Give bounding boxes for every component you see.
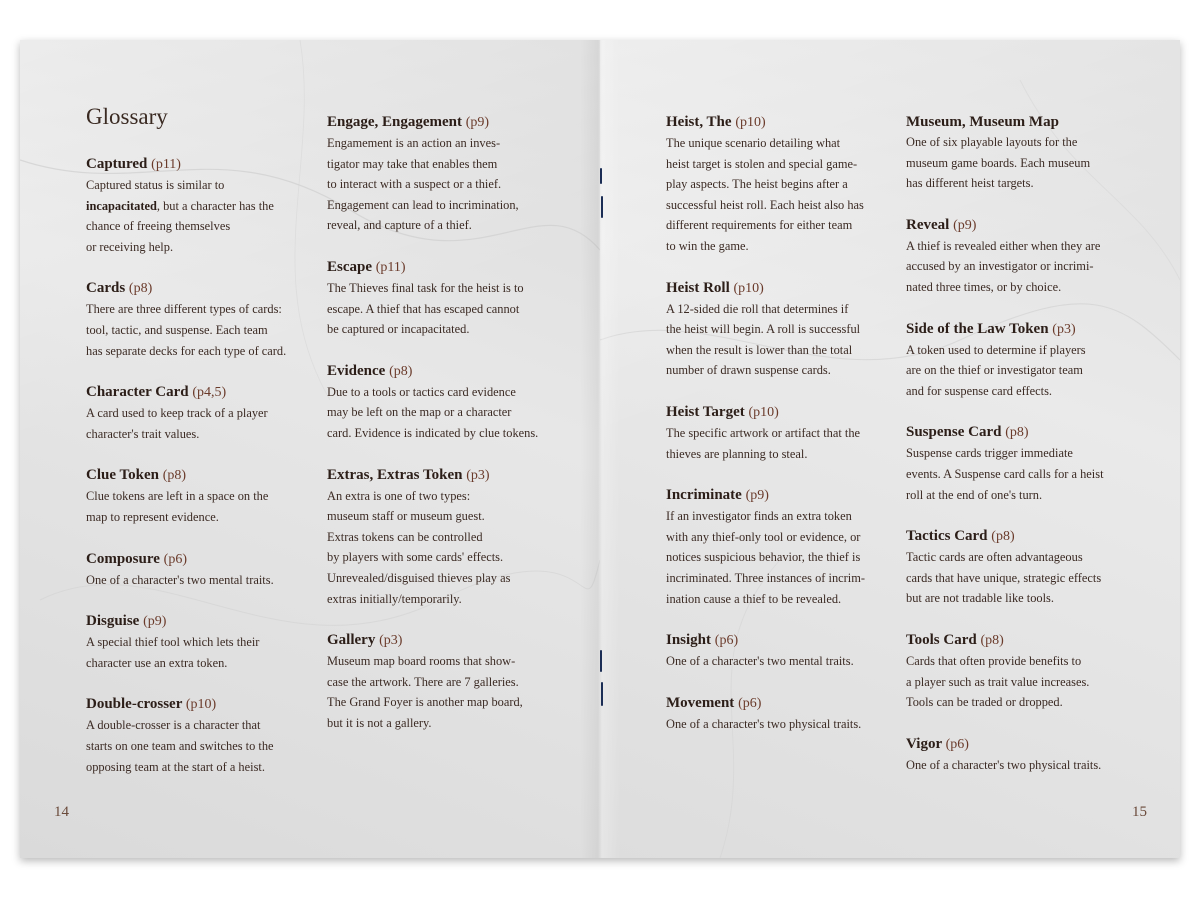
definition-text: , but a character has the bbox=[156, 198, 274, 213]
term-name: Evidence bbox=[327, 362, 386, 379]
term-name: Character Card bbox=[86, 384, 189, 401]
definition-line: or receiving help. bbox=[86, 239, 174, 254]
definition-line: incriminated. Three instances of incrim- bbox=[666, 570, 865, 585]
glossary-term bbox=[86, 611, 286, 632]
glossary-term bbox=[666, 630, 865, 651]
term-name: Gallery bbox=[327, 632, 376, 649]
definition-line: Clue tokens are left in a space on the bbox=[86, 489, 269, 504]
glossary-entry bbox=[906, 630, 1104, 713]
definition-line: ination cause a thief to be revealed. bbox=[666, 591, 842, 606]
term-name: Reveal bbox=[906, 216, 950, 233]
term-name: Clue Token bbox=[86, 467, 159, 484]
definition-line: play aspects. The heist begins after a bbox=[666, 177, 848, 192]
term-name: Movement bbox=[666, 694, 735, 711]
page-reference: (p6) bbox=[163, 551, 187, 567]
staple-mark bbox=[601, 682, 603, 706]
glossary-entry bbox=[906, 215, 1104, 298]
definition-line: A thief is revealed either when they are bbox=[906, 238, 1101, 253]
glossary-entry bbox=[327, 112, 538, 236]
definition-line: events. A Suspense card calls for a heist bbox=[906, 466, 1104, 481]
page-reference: (p6) bbox=[738, 695, 762, 711]
glossary-entry bbox=[666, 402, 865, 464]
definition-line: number of drawn suspense cards. bbox=[666, 363, 831, 378]
glossary-term bbox=[86, 465, 286, 486]
glossary-entry bbox=[327, 465, 538, 610]
term-name: Cards bbox=[86, 280, 126, 297]
definition-line: but it is not a gallery. bbox=[327, 715, 432, 730]
definition-line: but are not tradable like tools. bbox=[906, 591, 1054, 606]
definition-line: The specific artwork or artifact that the bbox=[666, 425, 861, 440]
definition-line: roll at the end of one's turn. bbox=[906, 487, 1043, 502]
definition-line: accused by an investigator or incrimi- bbox=[906, 259, 1094, 274]
definition-line: different requirements for either team bbox=[666, 218, 853, 233]
page-reference: (p10) bbox=[185, 697, 217, 713]
glossary-entry bbox=[86, 278, 286, 361]
definition-line: Museum map board rooms that show- bbox=[327, 654, 516, 669]
page-reference: (p3) bbox=[1052, 321, 1076, 337]
glossary-term bbox=[327, 465, 538, 486]
glossary-term bbox=[327, 361, 538, 382]
definition-line: chance of freeing themselves bbox=[86, 219, 231, 234]
definition-line: map to represent evidence. bbox=[86, 509, 219, 524]
glossary-term bbox=[86, 382, 286, 403]
definition-line: Due to a tools or tactics card evidence bbox=[327, 384, 516, 399]
definition-line: has separate decks for each type of card. bbox=[86, 343, 287, 358]
glossary-entry bbox=[906, 734, 1104, 776]
glossary-term bbox=[327, 112, 538, 133]
staple-mark bbox=[600, 168, 602, 184]
term-name: Extras, Extras Token bbox=[327, 466, 463, 483]
page-reference: (p8) bbox=[128, 281, 153, 297]
definition-line: to win the game. bbox=[666, 238, 749, 253]
term-name: Composure bbox=[86, 550, 160, 567]
definition-line: may be left on the map or a character bbox=[327, 405, 512, 420]
glossary-entry bbox=[327, 257, 538, 340]
glossary-entry bbox=[666, 693, 865, 735]
term-name: Suspense Card bbox=[906, 424, 1002, 441]
definition-line: A 12-sided die roll that determines if bbox=[666, 301, 849, 316]
glossary-term bbox=[327, 630, 538, 651]
definition-line: notices suspicious behavior, the thief is bbox=[666, 550, 861, 565]
page-reference: (p11) bbox=[151, 157, 181, 172]
definition-line: tool, tactic, and suspense. Each team bbox=[86, 322, 268, 337]
glossary-term bbox=[86, 694, 286, 715]
definition-line: to interact with a suspect or a thief. bbox=[327, 177, 502, 192]
definition-line: Cards that often provide benefits to bbox=[906, 653, 1082, 668]
page-title: Glossary bbox=[86, 104, 168, 129]
definition-line: Captured status is similar to bbox=[86, 178, 225, 192]
definition-line: are on the thief or investigator team bbox=[906, 363, 1083, 378]
left-column-2 bbox=[327, 112, 538, 754]
term-name: Side of the Law Token bbox=[906, 320, 1049, 337]
definition-line: A special thief tool which lets their bbox=[86, 635, 260, 650]
glossary-term bbox=[906, 319, 1104, 340]
page-reference: (p10) bbox=[748, 404, 779, 420]
page-reference: (p8) bbox=[389, 363, 413, 379]
page-number-right: 15 bbox=[1132, 804, 1147, 820]
definition-line: a player such as trait value increases. bbox=[906, 674, 1090, 689]
definition-line: by players with some cards' effects. bbox=[327, 550, 504, 565]
definition-line: One of a character's two mental traits. bbox=[666, 654, 854, 669]
definition-line: nated three times, or by choice. bbox=[906, 279, 1062, 294]
term-name: Insight bbox=[666, 632, 712, 649]
definition-line: and for suspense card effects. bbox=[906, 383, 1052, 398]
definition-line: museum staff or museum guest. bbox=[327, 509, 485, 524]
definition-line: case the artwork. There are 7 galleries. bbox=[327, 674, 519, 689]
glossary-term bbox=[86, 154, 286, 175]
term-name: Disguise bbox=[86, 613, 140, 630]
right-page bbox=[600, 40, 1180, 858]
definition-line: One of a character's two mental traits. bbox=[86, 572, 274, 587]
glossary-term bbox=[86, 278, 286, 299]
glossary-entry bbox=[906, 422, 1104, 505]
term-name: Vigor bbox=[906, 735, 942, 752]
definition-line: tigator may take that enables them bbox=[327, 156, 498, 171]
glossary-entry bbox=[666, 630, 865, 672]
glossary-term bbox=[666, 402, 865, 423]
page-number-left: 14 bbox=[54, 804, 69, 820]
glossary-term bbox=[906, 215, 1104, 236]
definition-line: thieves are planning to steal. bbox=[666, 446, 808, 461]
glossary-term bbox=[327, 257, 538, 278]
page-reference: (p3) bbox=[379, 633, 403, 649]
page-reference: (p4,5) bbox=[192, 385, 227, 401]
definition-line: character use an extra token. bbox=[86, 655, 228, 670]
glossary-entry bbox=[86, 382, 286, 444]
definition-line: A double-crosser is a character that bbox=[86, 718, 261, 733]
glossary-entry bbox=[906, 319, 1104, 402]
definition-line: escape. A thief that has escaped cannot bbox=[327, 301, 520, 316]
right-column-1 bbox=[666, 112, 865, 755]
glossary-term bbox=[906, 630, 1104, 651]
term-name: Heist Target bbox=[666, 403, 745, 420]
definition-line: starts on one team and switches to the bbox=[86, 738, 274, 753]
page-reference: (p8) bbox=[980, 632, 1004, 648]
term-name: Tactics Card bbox=[906, 528, 988, 545]
glossary-entry bbox=[86, 694, 286, 777]
definition-line: with any thief-only tool or evidence, or bbox=[666, 529, 861, 544]
term-name: Museum, Museum Map bbox=[906, 114, 1059, 130]
page-reference: (p8) bbox=[991, 529, 1015, 545]
glossary-term bbox=[666, 485, 865, 506]
definition-line: The Grand Foyer is another map board, bbox=[327, 695, 523, 710]
glossary-term bbox=[906, 734, 1104, 755]
glossary-term bbox=[906, 422, 1104, 443]
definition-line: when the result is lower than the total bbox=[666, 342, 853, 357]
glossary-entry bbox=[86, 154, 286, 257]
definition-line: A card used to keep track of a player bbox=[86, 406, 268, 421]
staple-mark bbox=[600, 650, 602, 672]
term-name: Heist Roll bbox=[666, 279, 730, 296]
glossary-entry bbox=[906, 526, 1104, 609]
definition-line: One of a character's two physical traits. bbox=[666, 716, 862, 731]
glossary-term bbox=[666, 112, 865, 133]
page-reference: (p9) bbox=[465, 115, 490, 130]
glossary-entry bbox=[906, 112, 1104, 194]
definition-line: Tools can be traded or dropped. bbox=[906, 695, 1063, 710]
glossary-entry bbox=[666, 278, 865, 381]
term-name: Incriminate bbox=[666, 487, 742, 504]
page-reference: (p8) bbox=[162, 468, 187, 484]
definition-line: Engamement is an action an inves- bbox=[327, 136, 501, 150]
term-name: Captured bbox=[86, 156, 148, 172]
glossary-entry bbox=[86, 549, 286, 591]
glossary-entry bbox=[86, 465, 286, 527]
glossary-entry bbox=[327, 630, 538, 733]
page-reference: (p11) bbox=[375, 259, 406, 275]
glossary-entry bbox=[327, 361, 538, 444]
definition-line: An extra is one of two types: bbox=[327, 488, 471, 503]
page-reference: (p3) bbox=[466, 467, 490, 483]
glossary-term bbox=[666, 693, 865, 714]
page-reference: (p10) bbox=[733, 280, 764, 296]
definition-line: the heist will begin. A roll is successful bbox=[666, 322, 861, 337]
left-page bbox=[20, 40, 600, 858]
left-column-1 bbox=[86, 104, 286, 798]
definition-line: Unrevealed/disguised thieves play as bbox=[327, 570, 511, 585]
page-reference: (p9) bbox=[745, 488, 769, 504]
glossary-entry bbox=[86, 611, 286, 673]
term-name: Tools Card bbox=[906, 631, 977, 648]
term-name: Double-crosser bbox=[86, 696, 183, 713]
glossary-entry bbox=[666, 485, 865, 609]
definition-line: Tactic cards are often advantageous bbox=[906, 550, 1083, 565]
definition-line: Suspense cards trigger immediate bbox=[906, 446, 1073, 461]
definition-line: One of a character's two physical traits. bbox=[906, 757, 1102, 772]
definition-line: character's trait values. bbox=[86, 426, 200, 441]
definition-line: extras initially/temporarily. bbox=[327, 591, 462, 606]
definition-line: museum game boards. Each museum bbox=[906, 155, 1091, 170]
term-name: Engage, Engagement bbox=[327, 114, 462, 130]
glossary-term bbox=[906, 112, 1104, 132]
staple-mark bbox=[601, 196, 603, 218]
definition-line: successful heist roll. Each heist also has bbox=[666, 197, 864, 212]
definition-line: cards that have unique, strategic effects bbox=[906, 570, 1102, 585]
open-booklet bbox=[20, 40, 1180, 858]
definition-line: Engagement can lead to incrimination, bbox=[327, 197, 519, 212]
definition-line: If an investigator finds an extra token bbox=[666, 509, 852, 524]
definition-line: has different heist targets. bbox=[906, 176, 1034, 191]
page-reference: (p6) bbox=[945, 736, 969, 752]
definition-line: A token used to determine if players bbox=[906, 342, 1086, 357]
glossary-term bbox=[86, 549, 286, 570]
page-reference: (p9) bbox=[953, 217, 977, 233]
definition-line bbox=[86, 196, 286, 217]
glossary-term bbox=[666, 278, 865, 299]
glossary-term bbox=[906, 526, 1104, 547]
definition-line: card. Evidence is indicated by clue tokens. bbox=[327, 425, 539, 440]
definition-line: reveal, and capture of a thief. bbox=[327, 218, 472, 233]
page-reference: (p9) bbox=[143, 614, 167, 630]
definition-line: heist target is stolen and special game- bbox=[666, 156, 858, 171]
page-reference: (p8) bbox=[1005, 425, 1029, 441]
term-name: Escape bbox=[327, 258, 372, 275]
definition-line: be captured or incapacitated. bbox=[327, 322, 470, 337]
definition-line: There are three different types of cards: bbox=[86, 302, 282, 317]
right-column-2 bbox=[906, 112, 1104, 796]
definition-line: The Thieves final task for the heist is to bbox=[327, 280, 524, 295]
definition-line: Extras tokens can be controlled bbox=[327, 529, 483, 544]
page-reference: (p10) bbox=[735, 115, 766, 130]
bold-term: incapacitated bbox=[86, 198, 157, 213]
term-name: Heist, The bbox=[666, 114, 732, 130]
page-reference: (p6) bbox=[714, 633, 739, 649]
definition-line: One of six playable layouts for the bbox=[906, 135, 1078, 149]
definition-line: The unique scenario detailing what bbox=[666, 136, 841, 150]
definition-line: opposing team at the start of a heist. bbox=[86, 759, 265, 774]
glossary-entry bbox=[666, 112, 865, 257]
